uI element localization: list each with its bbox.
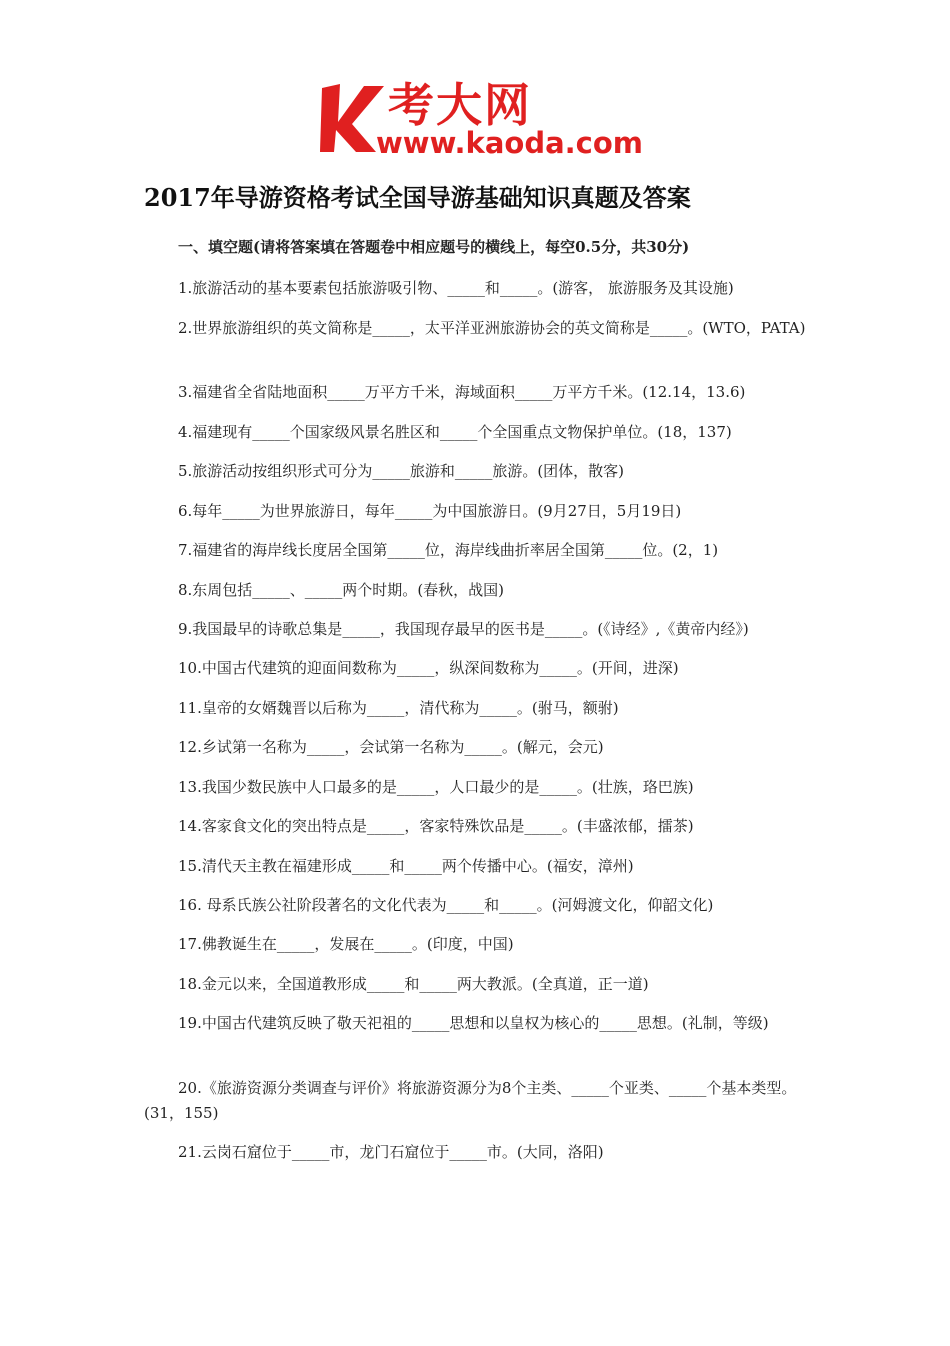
question-14: 14.客家食文化的突出特点是_____，客家特殊饮品是_____。(丰盛浓郁，擂茶): [178, 817, 694, 835]
logo-url: www.kaoda.com: [376, 126, 643, 160]
question-9: 9.我国最早的诗歌总集是_____，我国现存最早的医书是_____。(《诗经》,《黄帝内经》): [178, 620, 749, 638]
question-2: 2.世界旅游组织的英文简称是_____，太平洋亚洲旅游协会的英文简称是_____。(WTO，PATA): [178, 319, 806, 337]
question-15: 15.清代天主教在福建形成_____和_____两个传播中心。(福安，漳州): [178, 857, 634, 875]
question-16: 16. 母系氏族公社阶段著名的文化代表为_____和_____。(河姆渡文化，仰韶文化): [178, 896, 714, 914]
question-21: 21.云岗石窟位于_____市，龙门石窟位于_____市。(大同，洛阳): [178, 1143, 604, 1161]
question-13: 13.我国少数民族中人口最多的是_____，人口最少的是_____。(壮族，珞巴族): [178, 778, 694, 796]
question-17: 17.佛教诞生在_____，发展在_____。(印度，中国): [178, 935, 514, 953]
question-18: 18.金元以来，全国道教形成_____和_____两大教派。(全真道，正一道): [178, 975, 649, 993]
question-12: 12.乡试第一名称为_____，会试第一名称为_____。(解元，会元): [178, 738, 604, 756]
question-7: 7.福建省的海岸线长度居全国第_____位，海岸线曲折率居全国第_____位。(2，1): [178, 541, 719, 559]
question-11: 11.皇帝的女婿魏晋以后称为_____，清代称为_____。(驸马，额驸): [178, 699, 619, 717]
question-10: 10.中国古代建筑的迎面间数称为_____，纵深间数称为_____。(开间，进深): [178, 659, 679, 677]
question-4: 4.福建现有_____个国家级风景名胜区和_____个全国重点文物保护单位。(18，137): [178, 423, 732, 441]
logo-name: 考大网: [388, 78, 532, 132]
question-3: 3.福建省全省陆地面积_____万平方千米，海域面积_____万平方千米。(12.14，13.6): [178, 383, 746, 401]
question-20: 20.《旅游资源分类调查与评价》将旅游资源分为8个主类、_____个亚类、_____个基本类型。(31，155): [144, 1079, 797, 1122]
section-heading: 一、填空题(请将答案填在答题卷中相应题号的横线上，每空0.5分，共30分): [178, 238, 690, 256]
question-6: 6.每年_____为世界旅游日，每年_____为中国旅游日。(9月27日，5月19日): [178, 502, 682, 520]
kaoda-logo: [318, 78, 648, 162]
document-title: 2017年导游资格考试全国导游基础知识真题及答案: [144, 183, 691, 212]
question-1: 1.旅游活动的基本要素包括旅游吸引物、_____和_____。(游客， 旅游服务及其设施): [178, 279, 734, 297]
question-5: 5.旅游活动按组织形式可分为_____旅游和_____旅游。(团体，散客): [178, 462, 625, 480]
question-19: 19.中国古代建筑反映了敬天祀祖的_____思想和以皇权为核心的_____思想。(礼制，等级): [178, 1014, 769, 1032]
question-8: 8.东周包括_____、_____两个时期。(春秋，战国): [178, 581, 505, 599]
